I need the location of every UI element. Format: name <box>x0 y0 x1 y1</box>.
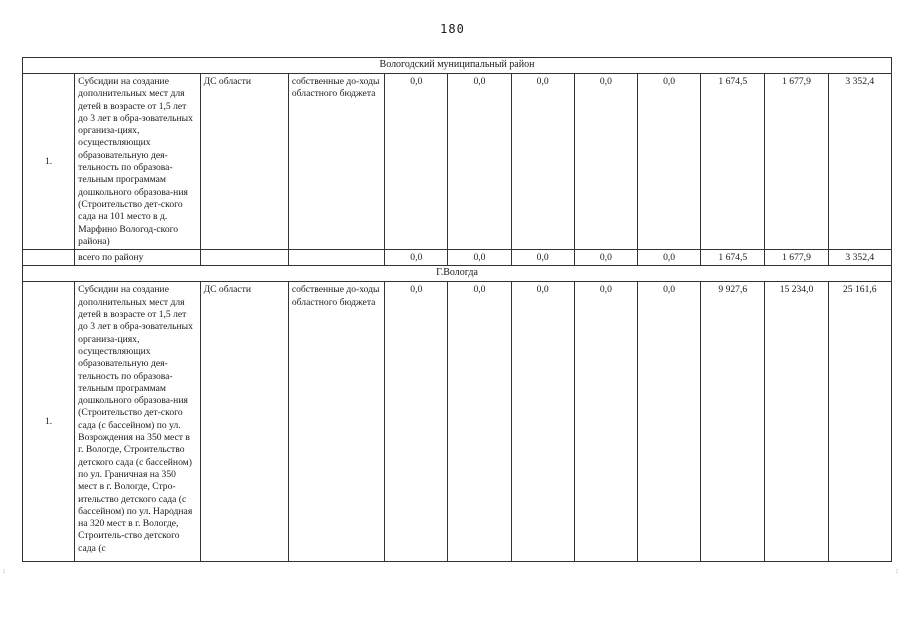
row-recipient: ДС области <box>200 282 288 562</box>
table-row <box>23 74 892 250</box>
value-cell: 0,0 <box>448 282 511 562</box>
value-cell: 3 352,4 <box>828 74 891 250</box>
section-title: Вологодский муниципальный район <box>23 58 892 74</box>
total-value-cell: 0,0 <box>637 250 700 266</box>
row-description: Субсидии на создание дополнительных мест для детей в возрасте от 1,5 лет до 3 лет в обра-зовательных организа-циях, осуществляющих образовательную дея-тельность по образова-тельным программам дошкольного образова-ния (Строительство дет-ского сада (с бассейном) по ул. Возрождения на 350 мест в г. Вологде, Строительство детского сада (с бассейном) по ул. Граничная на 350 мест в г. Вологде, Стро-ительство детского сада (с бассейном) по ул. Народная на 320 мест в г. Вологде, Строитель-ство детского сада (с <box>75 282 200 562</box>
value-cell: 0,0 <box>511 282 574 562</box>
value-cell: 0,0 <box>574 282 637 562</box>
value-cell: 1 677,9 <box>765 74 828 250</box>
total-row <box>23 250 892 266</box>
value-cell: 0,0 <box>385 74 448 250</box>
value-cell: 15 234,0 <box>765 282 828 562</box>
value-cell: 25 161,6 <box>828 282 891 562</box>
table-row <box>23 282 892 562</box>
value-cell: 1 674,5 <box>701 74 765 250</box>
row-source: собственные до-ходы областного бюджета <box>288 282 384 562</box>
page-number: 180 <box>440 22 465 36</box>
total-value-cell: 0,0 <box>574 250 637 266</box>
total-value-cell: 3 352,4 <box>828 250 891 266</box>
subsidy-table <box>22 57 892 562</box>
value-cell: 0,0 <box>637 74 700 250</box>
total-value-cell: 1 674,5 <box>701 250 765 266</box>
total-value-cell: 0,0 <box>448 250 511 266</box>
total-value-cell: 0,0 <box>385 250 448 266</box>
section-header-row <box>23 266 892 282</box>
value-cell: 0,0 <box>574 74 637 250</box>
section-header-row <box>23 58 892 74</box>
total-label: всего по району <box>75 250 200 266</box>
row-recipient: ДС области <box>200 74 288 250</box>
left-scan-mark: ⁝ <box>3 568 5 575</box>
total-value-cell: 0,0 <box>511 250 574 266</box>
value-cell: 0,0 <box>637 282 700 562</box>
subsidy-table-container <box>22 57 892 562</box>
value-cell: 0,0 <box>511 74 574 250</box>
row-description: Субсидии на создание дополнительных мест для детей в возрасте от 1,5 лет до 3 лет в обра-зовательных организа-циях, осуществляющих образовательную дея-тельность по образова-тельным программам дошкольного образова-ния (Строительство дет-ского сада на 101 место в д. Марфино Вологод-ского района) <box>75 74 200 250</box>
value-cell: 0,0 <box>385 282 448 562</box>
empty-cell <box>200 250 288 266</box>
value-cell: 0,0 <box>448 74 511 250</box>
row-source: собственные до-ходы областного бюджета <box>288 74 384 250</box>
right-scan-mark: ⁝ <box>896 568 898 575</box>
row-number-empty <box>23 250 75 266</box>
section-title: Г.Вологда <box>23 266 892 282</box>
total-value-cell: 1 677,9 <box>765 250 828 266</box>
value-cell: 9 927,6 <box>701 282 765 562</box>
empty-cell <box>288 250 384 266</box>
row-number: 1. <box>23 74 75 250</box>
row-number: 1. <box>23 282 75 562</box>
